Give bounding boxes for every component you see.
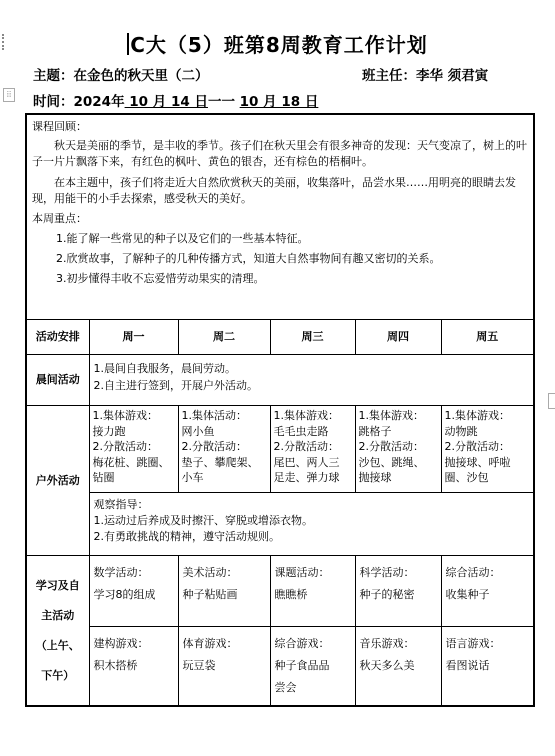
cell-line: 尾巴、两人三: [273, 455, 340, 469]
outdoor-row: [26, 406, 534, 493]
morning-line: 2.自主进行签到，开展户外活动。: [93, 379, 258, 392]
learning-row-1: [26, 556, 534, 627]
review-cell: [26, 114, 534, 320]
guide-line: 2.有勇敢挑战的精神，遵守活动规则。: [93, 530, 280, 543]
learning-tue-pm: [178, 627, 270, 707]
activity-name: 种子粘贴画: [182, 588, 238, 601]
cell-line: 足走、弹力球: [273, 471, 340, 484]
theme-line: 主题：在金色的秋天里（二）: [33, 68, 209, 84]
time-separator: 一一: [207, 94, 240, 110]
cell-line: 2.分散活动：: [273, 440, 339, 453]
activity-type: 课题活动：: [274, 566, 330, 579]
cell-line: 抛接球、呼啦: [444, 455, 511, 469]
activity-name: 学习8的组成: [93, 588, 156, 601]
cell-line: 1.集体活动：: [181, 409, 247, 422]
cell-line: 1.集体游戏：: [273, 409, 339, 422]
header-cell: 周五: [441, 320, 534, 355]
cell-line: 垫子、攀爬架、: [181, 455, 259, 469]
text-cursor: [127, 33, 129, 55]
outdoor-guide: [89, 493, 534, 556]
cell-line: 2.分散活动：: [181, 440, 247, 453]
outdoor-fri: [441, 406, 534, 493]
activity-name: 收集种子: [445, 588, 490, 601]
review-paragraph-1: 秋天是美丽的季节，是丰收的季节。孩子们在秋天里会有很多神奇的发现：天气变凉了，树上的叶子一片片飘落下来，有红色的枫叶、黄色的银杏，还有棕色的梧桐叶。: [32, 139, 527, 168]
activity-type: 语言游戏：: [445, 637, 501, 650]
time-start: 10 月 14 日: [124, 94, 208, 110]
header-cell: 周三: [270, 320, 355, 355]
cell-line: 2.分散活动：: [92, 440, 158, 453]
learning-fri-pm: [441, 627, 534, 707]
learning-wed-am: [270, 556, 355, 627]
activity-type: 美术活动：: [182, 566, 238, 579]
cell-line: 1.集体游戏：: [358, 409, 424, 422]
teacher-line: 班主任：李华 须君寅: [362, 68, 489, 84]
outdoor-label: 户外活动: [26, 406, 89, 556]
outdoor-thu: [355, 406, 441, 493]
focus-item: 3.初步懂得丰收不忘爱惜劳动果实的清理。: [56, 272, 265, 285]
guide-line: 观察指导：: [93, 498, 149, 511]
guide-line: 1.运动过后养成及时擦汗、穿脱或增添衣物。: [93, 514, 313, 527]
learning-mon-am: [89, 556, 178, 627]
header-cell: 活动安排: [26, 320, 89, 355]
review-heading: 课程回顾：: [32, 120, 87, 133]
plan-table: [25, 113, 535, 707]
morning-content: [89, 355, 534, 406]
document-title: [0, 29, 555, 58]
cell-line: 网小鱼: [181, 424, 215, 438]
activity-name: 玩豆袋: [182, 659, 216, 672]
cell-line: 跳格子: [358, 424, 392, 438]
label-line: 学习及自: [35, 578, 80, 592]
activity-name: 积木搭桥: [93, 659, 138, 672]
right-margin-tab: [548, 393, 555, 409]
header-cell: 周二: [178, 320, 270, 355]
time-prefix: 时间：2024年: [33, 94, 125, 110]
outdoor-guide-row: [26, 493, 534, 556]
cell-line: 动物跳: [444, 424, 478, 438]
cell-line: 接力跑: [92, 424, 126, 438]
activity-name: 尝会: [274, 681, 297, 694]
morning-line: 1.晨间自我服务，晨间劳动。: [93, 362, 236, 375]
learning-tue-am: [178, 556, 270, 627]
learning-thu-am: [355, 556, 441, 627]
outdoor-wed: [270, 406, 355, 493]
activity-type: 数学活动：: [93, 566, 149, 579]
activity-name: 种子的秘密: [359, 588, 415, 601]
cell-line: 钻圈: [92, 471, 115, 484]
focus-item: 2.欣赏故事，了解种子的几种传播方式，知道大自然事物间有趣又密切的关系。: [56, 252, 441, 265]
learning-thu-pm: [355, 627, 441, 707]
activity-type: 科学活动：: [359, 566, 415, 579]
label-line: 下午）: [41, 668, 75, 682]
title-text: C大（5）班第8周教育工作计划: [130, 33, 428, 57]
cell-line: 小车: [181, 471, 204, 484]
label-line: 主活动: [41, 608, 75, 622]
cell-line: 2.分散活动：: [358, 440, 424, 453]
cell-line: 1.集体游戏：: [92, 409, 158, 422]
activity-type: 综合游戏：: [274, 637, 330, 650]
activity-name: 种子食品品: [274, 659, 330, 672]
cell-line: 抛接球: [358, 471, 392, 484]
activity-name: 秋天多么美: [359, 659, 415, 672]
activity-type: 音乐游戏：: [359, 637, 415, 650]
header-row: [26, 320, 534, 355]
activity-type: 综合活动：: [445, 566, 501, 579]
morning-row: [26, 355, 534, 406]
learning-label: [26, 556, 89, 707]
focus-heading: 本周重点：: [32, 212, 87, 225]
learning-wed-pm: [270, 627, 355, 707]
activity-name: 看图说话: [445, 659, 490, 672]
focus-item: 1.能了解一些常见的种子以及它们的一些基本特征。: [56, 232, 309, 245]
cell-line: 梅花桩、跳圈、: [92, 455, 170, 469]
learning-fri-am: [441, 556, 534, 627]
cell-line: 1.集体游戏：: [444, 409, 510, 422]
learning-mon-pm: [89, 627, 178, 707]
activity-name: 瞧瞧桥: [274, 588, 308, 601]
cell-line: 2.分散活动：: [444, 440, 510, 453]
table-move-handle-icon[interactable]: ⁞⁞: [3, 88, 15, 102]
morning-label: 晨间活动: [26, 355, 89, 406]
outdoor-tue: [178, 406, 270, 493]
activity-type: 建构游戏：: [93, 637, 149, 650]
cell-line: 毛毛虫走路: [273, 424, 329, 438]
learning-row-2: [26, 627, 534, 707]
review-paragraph-2: 在本主题中，孩子们将走近大自然欣赏秋天的美丽，收集落叶，品尝水果……用明亮的眼睛去发现，用能干的小手去探索，感受秋天的美好。: [32, 176, 516, 205]
time-end: 10 月 18 日: [239, 94, 319, 110]
header-cell: 周一: [89, 320, 178, 355]
cell-line: 沙包、跳绳、: [358, 455, 425, 469]
label-line: （上午、: [35, 638, 80, 652]
activity-type: 体育游戏：: [182, 637, 238, 650]
cell-line: 圈、沙包: [444, 471, 489, 484]
header-cell: 周四: [355, 320, 441, 355]
time-line: [33, 90, 318, 110]
outdoor-mon: [89, 406, 178, 493]
